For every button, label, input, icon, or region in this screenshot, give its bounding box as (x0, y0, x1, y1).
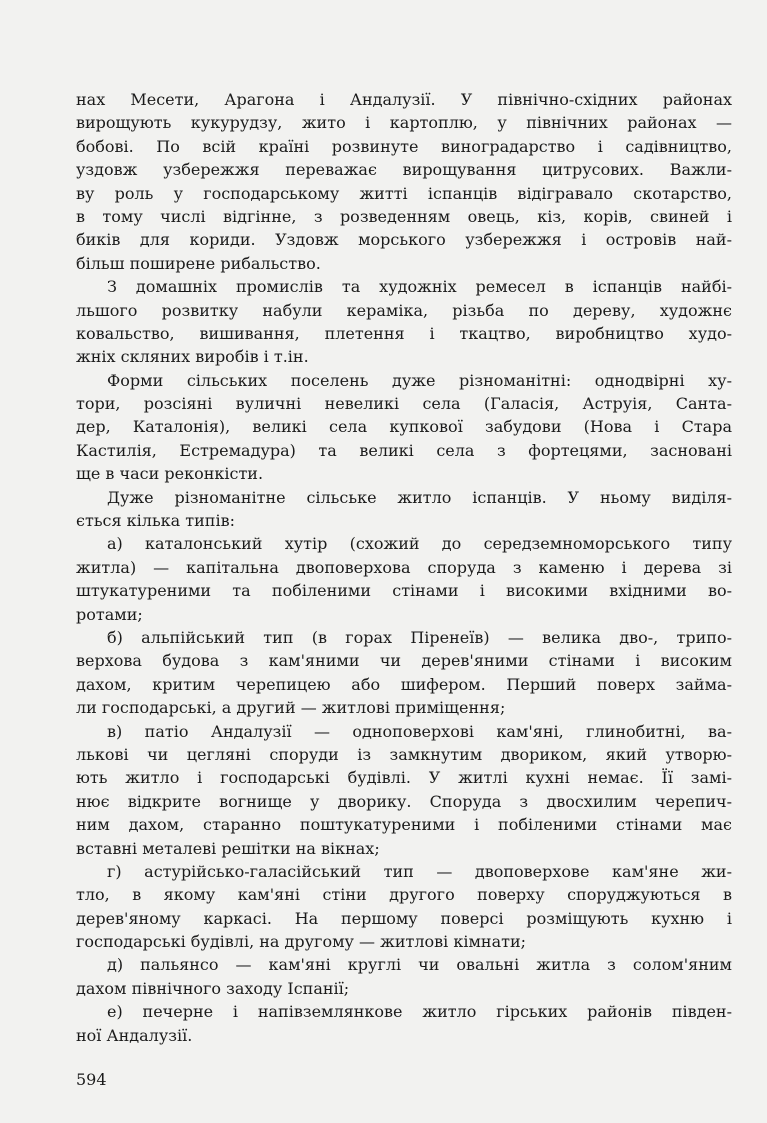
text-line: ковальство, вишивання, плетення і ткацтво, виробництво худо- (76, 323, 732, 343)
text-line: верхова будова з кам'яними чи дерев'яними стінами і високим (76, 651, 732, 671)
body-text (76, 88, 732, 1047)
page-number: 594 (76, 1070, 107, 1089)
text-line: дерев'яному каркасі. На першому поверсі розміщують кухню і (76, 908, 732, 928)
text-line: тло, в якому кам'яні стіни другого поверху споруджуються в (76, 885, 732, 905)
paragraph (76, 88, 732, 275)
paragraph (76, 626, 732, 720)
text-line: нах Месети, Арагона і Андалузії. У північно-східних районах (76, 90, 732, 109)
text-line: ють житло і господарські будівлі. У житлі кухні немає. Її замі- (76, 768, 732, 788)
paragraph (76, 953, 732, 1000)
text-line: дахом північного заходу Іспанії; (76, 978, 350, 998)
paragraph (76, 275, 732, 369)
text-line: ротами; (76, 604, 143, 624)
text-line: ної Андалузії. (76, 1025, 193, 1045)
text-line: д) пальянсо — кам'яні круглі чи овальні житла з солом'яним (107, 955, 732, 975)
text-line: г) астурійсько-галасійський тип — двоповерхове кам'яне жи- (107, 861, 732, 881)
text-line: господарські будівлі, на другому — житлові кімнати; (76, 932, 527, 952)
text-line: З домашніх промислів та художніх ремесел в іспанців найбі- (107, 277, 732, 297)
text-line: дер, Каталонія), великі села купкової забудови (Нова і Стара (76, 417, 732, 437)
paragraph (76, 860, 732, 954)
paragraph (76, 720, 732, 860)
text-line: Дуже різноманітне сільське житло іспанців. У ньому виділя- (107, 487, 732, 507)
text-line: житла) — капітальна двоповерхова споруда з каменю і дерева зі (76, 557, 732, 577)
text-line: вставні металеві решітки на вікнах; (76, 838, 380, 858)
text-line: ву роль у господарському житті іспанців відігравало скотарство, (76, 183, 732, 203)
text-line: тори, розсіяні вуличні невеликі села (Галасія, Аструія, Санта- (76, 394, 732, 414)
text-line: більш поширене рибальство. (76, 253, 321, 273)
paragraph (76, 486, 732, 533)
paragraph (76, 1000, 732, 1047)
text-line: е) печерне і напівземлянкове житло гірських районів півден- (107, 1002, 732, 1022)
text-line: дахом, критим черепицею або шифером. Перший поверх займа- (76, 674, 732, 694)
text-line: уздовж узбережжя переважає вирощування цитрусових. Важли- (76, 160, 732, 180)
text-line: штукатуреними та побіленими стінами і високими вхідними во- (76, 581, 732, 601)
text-line: нює відкрите вогнище у дворику. Споруда з двосхилим черепич- (76, 791, 732, 811)
text-line: а) каталонський хутір (схожий до середземноморського типу (107, 534, 732, 554)
text-line: Кастилія, Естремадура) та великі села з фортецями, засновані (76, 440, 732, 460)
text-line: ється кілька типів: (76, 511, 235, 531)
text-line: вирощують кукурудзу, жито і картоплю, у північних районах — (76, 113, 732, 133)
text-line: в тому числі відгінне, з розведенням овець, кіз, корів, свиней і (76, 206, 732, 226)
text-line: ще в часи реконкісти. (76, 464, 264, 484)
text-line: льшого розвитку набули кераміка, різьба по дереву, художнє (76, 300, 732, 320)
paragraph (76, 369, 732, 486)
text-line: лькові чи цегляні споруди із замкнутим двориком, який утворю- (76, 744, 732, 764)
text-line: Форми сільських поселень дуже різноманітні: однодвірні ху- (107, 370, 732, 390)
text-line: ним дахом, старанно поштукатуреними і побіленими стінами має (76, 815, 732, 835)
text-line: ли господарські, а другий — житлові приміщення; (76, 698, 506, 718)
paragraph (76, 532, 732, 626)
text-line: жніх скляних виробів і т.ін. (76, 347, 309, 367)
text-line: в) патіо Андалузії — одноповерхові кам'яні, глинобитні, ва- (107, 721, 732, 741)
text-line: биків для кориди. Уздовж морського узбережжя і островів най- (76, 230, 732, 250)
text-line: бобові. По всій країні розвинуте виноградарство і садівництво, (76, 136, 732, 156)
text-line: б) альпійський тип (в горах Піренеїв) — велика дво-, трипо- (107, 627, 732, 647)
